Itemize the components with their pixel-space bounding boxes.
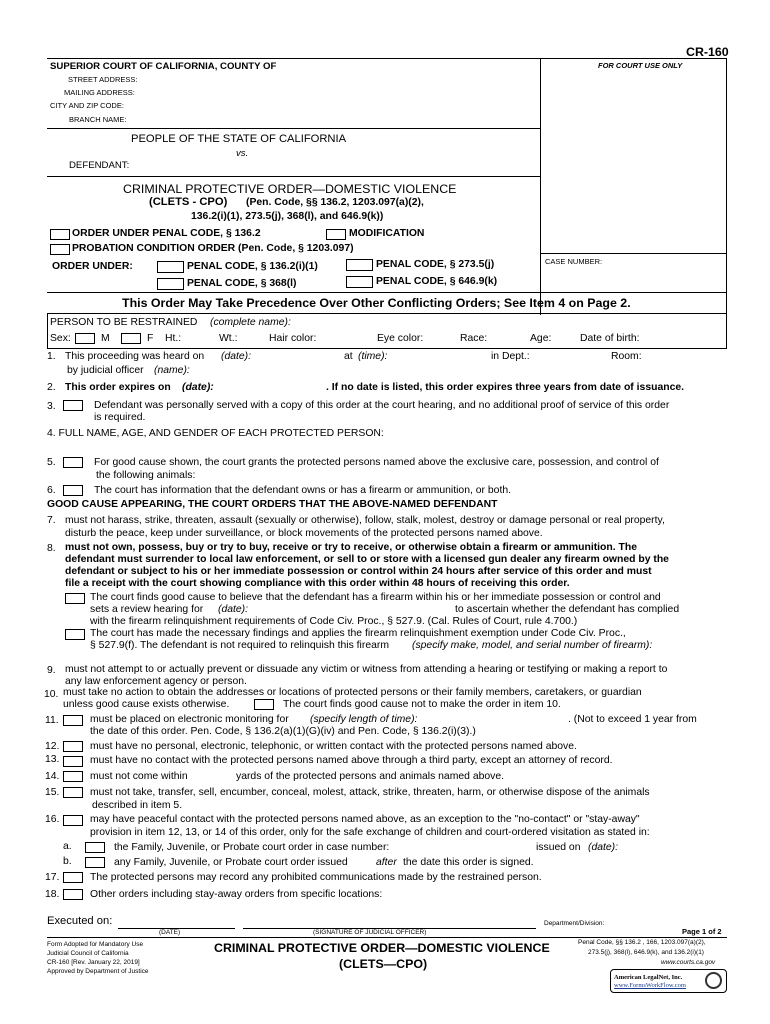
item-1-text: This proceeding was heard on	[65, 351, 205, 362]
item-11-text-3: the date of this order. Pen. Code, § 136.2(a)(1)(G)(iv) and Pen. Code, § 136.2(i)(3).)	[90, 726, 476, 737]
case-number-divider	[540, 253, 726, 254]
item-16-text-2: provision in item 12, 13, or 14 of this order, only for the safe exchange of children and court-ordered visitation as stated in:	[90, 827, 650, 838]
item-10-number: 10.	[44, 689, 59, 700]
form-subtitle: (CLETS - CPO)	[149, 196, 228, 208]
item-5-number: 5.	[47, 457, 56, 468]
footer-approved: Approved by Department of Justice	[47, 968, 149, 975]
footer-website: www.courts.ca.gov	[661, 959, 716, 966]
item-3-text: Defendant was personally served with a copy of this order at the court hearing, and no additional proof of service of this order	[94, 400, 670, 411]
form-subtitle-codes: (Pen. Code, §§ 136.2, 1203.097(a)(2),	[246, 197, 424, 208]
people-caption: PEOPLE OF THE STATE OF CALIFORNIA	[131, 133, 347, 145]
item-11-number: 11.	[45, 715, 59, 726]
form-number: CR-160	[686, 45, 729, 59]
good-cause-heading: GOOD CAUSE APPEARING, THE COURT ORDERS THAT THE ABOVE-NAMED DEFENDANT	[47, 499, 498, 510]
item-8-review-date-hint: (date):	[218, 604, 249, 615]
order-penal-label: ORDER UNDER PENAL CODE, § 136.2	[72, 228, 261, 239]
item-11-text: must be placed on electronic monitoring for	[90, 714, 289, 725]
item-10-text-2: unless good cause exists otherwise.	[63, 699, 230, 710]
item-7-text-2: disturb the peace, keep under surveillance, or block movements of the protected persons named above.	[65, 528, 543, 539]
divider	[47, 128, 540, 129]
item-8-text-4: file a receipt with the court showing compliance with this order within 48 hours of receiving this order.	[65, 578, 570, 589]
sex-m-label: M	[101, 333, 110, 344]
item-18-text: Other orders including stay-away orders from specific locations:	[90, 889, 383, 900]
item-8-number: 8.	[47, 543, 56, 554]
item-11-checkbox[interactable]	[63, 715, 83, 726]
header-top-line	[47, 58, 727, 59]
footer-penal-codes-2: 273.5(j), 368(l), 646.9(k), and 136.2(i)(1)	[588, 949, 704, 956]
item-8-text-3: defendant or subject to his or her immediate possession or control within 24 hours after service of this order and must	[65, 566, 652, 577]
item-17-number: 17.	[45, 872, 60, 883]
item-5-checkbox[interactable]	[63, 457, 83, 468]
date-caption: (DATE)	[159, 929, 181, 936]
item-9-text: must not attempt to or actually prevent or dissuade any victim or witness from attending a hearing or testifying or making a report to	[65, 664, 668, 675]
item-7-number: 7.	[47, 515, 56, 526]
signature-caption: (SIGNATURE OF JUDICIAL OFFICER)	[313, 929, 427, 936]
signature-field[interactable]	[243, 912, 536, 927]
footer-title-2: (CLETS—CPO)	[339, 957, 428, 971]
executed-on-label: Executed on:	[47, 915, 113, 927]
header-right-edge	[726, 58, 727, 315]
item-12-checkbox[interactable]	[63, 741, 83, 752]
item-12-number: 12.	[45, 741, 60, 752]
order-penal-checkbox[interactable]	[50, 229, 70, 240]
restrained-box-right	[726, 313, 727, 349]
pc-1362-checkbox[interactable]	[157, 261, 184, 273]
item-10-text-3: The court finds good cause not to make the order in item 10.	[283, 699, 561, 710]
item-15-number: 15.	[45, 787, 60, 798]
probation-label: PROBATION CONDITION ORDER (Pen. Code, § 1203.097)	[72, 243, 354, 254]
item-16b-text: any Family, Juvenile, or Probate court order issued	[114, 857, 348, 868]
item-13-number: 13.	[45, 754, 60, 765]
pc-2735-checkbox[interactable]	[346, 259, 373, 271]
precedence-notice: This Order May Take Precedence Over Other Conflicting Orders; See Item 4 on Page 2.	[122, 296, 631, 310]
item-13-checkbox[interactable]	[63, 756, 83, 767]
divider	[47, 176, 540, 177]
item-8-exemption-checkbox[interactable]	[65, 629, 85, 640]
expiration-date-field[interactable]	[222, 380, 322, 393]
item-18-checkbox[interactable]	[63, 889, 83, 900]
item-2-date-hint: (date):	[182, 382, 214, 393]
header-bottom-line	[47, 292, 727, 293]
eye-color-label: Eye color:	[377, 333, 424, 344]
item-8-review-text-4: with the firearm relinquishment requirements of Code Civ. Proc., § 527.9. (Cal. Rules of Court, rule 4.700.)	[90, 616, 578, 627]
item-4-text: 4. FULL NAME, AGE, AND GENDER OF EACH PROTECTED PERSON:	[47, 428, 384, 439]
legalnet-url[interactable]: www.FormsWorkFlow.com	[614, 982, 686, 989]
street-address-label: STREET ADDRESS:	[68, 75, 138, 84]
divider	[47, 313, 727, 314]
item-15-text-2: described in item 5.	[92, 800, 183, 811]
item-3-number: 3.	[47, 401, 56, 412]
item-16b-checkbox[interactable]	[85, 857, 105, 868]
page-number: Page 1 of 2	[682, 927, 722, 936]
pc-368-checkbox[interactable]	[157, 278, 184, 290]
item-16-number: 16.	[45, 814, 60, 825]
age-label: Age:	[530, 333, 552, 344]
item-2-number: 2.	[47, 382, 56, 393]
item-14-text-2: yards of the protected persons and animals named above.	[236, 771, 505, 782]
item-8-review-text-2: sets a review hearing for	[90, 604, 204, 615]
court-title: SUPERIOR COURT OF CALIFORNIA, COUNTY OF	[50, 61, 277, 72]
item-12-text: must have no personal, electronic, telephonic, or written contact with the protected persons named above.	[90, 741, 577, 752]
footer-council: Judicial Council of California	[47, 950, 129, 957]
modification-label: MODIFICATION	[349, 228, 425, 239]
footer-penal-codes: Penal Code, §§ 136.2 , 166, 1203.097(a)(2),	[578, 939, 706, 946]
item-14-number: 14.	[45, 771, 60, 782]
city-zip-label: CITY AND ZIP CODE:	[50, 101, 124, 110]
item-1-room: Room:	[611, 351, 642, 362]
item-2-text: This order expires on	[65, 382, 171, 393]
pc-2735-label: PENAL CODE, § 273.5(j)	[376, 259, 495, 270]
item-1-date-hint: (date):	[221, 351, 252, 362]
item-14-text: must not come within	[90, 771, 188, 782]
defendant-label: DEFENDANT:	[69, 160, 130, 171]
footer-divider	[47, 937, 727, 938]
pc-368-label: PENAL CODE, § 368(l)	[187, 278, 297, 289]
pc-1362-label: PENAL CODE, § 136.2(i)(1)	[187, 261, 318, 272]
item-6-number: 6.	[47, 485, 56, 496]
restrained-name-field[interactable]	[305, 316, 720, 330]
item-17-text: The protected persons may record any prohibited communications made by the restrained person.	[90, 872, 542, 883]
for-court-use: FOR COURT USE ONLY	[598, 61, 683, 70]
item-1-officer-hint: (name):	[154, 365, 190, 376]
sex-f-checkbox[interactable]	[121, 333, 141, 344]
protected-persons-field[interactable]	[65, 442, 725, 454]
footer-adopted: Form Adopted for Mandatory Use	[47, 941, 144, 948]
item-3-checkbox[interactable]	[63, 400, 83, 411]
weight-label: Wt.:	[219, 333, 238, 344]
legalnet-name: American LegalNet, Inc.	[614, 974, 683, 981]
item-16b-text-2: the date this order is signed.	[403, 857, 534, 868]
restrained-label: PERSON TO BE RESTRAINED	[50, 317, 198, 328]
sex-f-label: F	[147, 333, 154, 344]
department-label: Department/Division:	[544, 920, 605, 927]
item-1-dept: in Dept.:	[491, 351, 530, 362]
hair-color-label: Hair color:	[269, 333, 317, 344]
item-16a-date-hint: (date):	[588, 842, 619, 853]
execution-date-field[interactable]	[118, 914, 235, 927]
yards-field[interactable]	[196, 769, 234, 781]
item-9-text-2: any law enforcement agency or person.	[65, 676, 247, 687]
item-16a-issued: issued on	[536, 842, 581, 853]
legalnet-logo-icon	[705, 972, 722, 989]
item-16a-label: a.	[63, 841, 72, 852]
branch-name-label: BRANCH NAME:	[69, 115, 127, 124]
item-16-text: may have peaceful contact with the protected persons named above, as an exception to the "no-contact" or "stay-away"	[90, 814, 640, 825]
modification-checkbox[interactable]	[326, 229, 346, 240]
pc-6469-label: PENAL CODE, § 646.9(k)	[376, 276, 498, 287]
dob-label: Date of birth:	[580, 333, 640, 344]
item-1-officer: by judicial officer	[67, 365, 144, 376]
item-16b-label: b.	[63, 856, 72, 867]
form-subtitle-codes-2: 136.2(i)(1), 273.5(j), 368(l), and 646.9(k))	[191, 211, 384, 222]
item-8-review-text-3: to ascertain whether the defendant has complied	[455, 604, 680, 615]
item-16a-text: the Family, Juvenile, or Probate court order in case number:	[114, 842, 390, 853]
sex-m-checkbox[interactable]	[75, 333, 95, 344]
item-8-exemption-text: The court has made the necessary findings and applies the firearm relinquishment exemption under Code Civ. Proc.,	[90, 628, 626, 639]
item-8-exemption-hint: (specify make, model, and serial number of firearm):	[412, 640, 653, 651]
item-6-text: The court has information that the defendant owns or has a firearm or ammunition, or both.	[94, 485, 512, 496]
item-13-text: must have no contact with the protected persons named above through a third party, except an attorney of record.	[90, 755, 613, 766]
item-1-time-hint: (time):	[358, 351, 388, 362]
item-8-review-text: The court finds good cause to believe that the defendant has a firearm within his or her immediate possession or control and	[90, 592, 661, 603]
form-title: CRIMINAL PROTECTIVE ORDER—DOMESTIC VIOLENCE	[123, 182, 457, 196]
height-label: Ht.:	[165, 333, 182, 344]
item-8-exemption-text-2: § 527.9(f). The defendant is not required to relinquish this firearm	[90, 640, 389, 651]
item-1-at: at	[344, 351, 353, 362]
item-10-text: must take no action to obtain the addresses or locations of protected persons or their family members, caretakers, or guardian	[63, 687, 642, 698]
item-17-checkbox[interactable]	[63, 872, 83, 883]
legalnet-badge	[610, 969, 727, 993]
sex-label: Sex:	[50, 333, 71, 344]
restrained-box-left	[47, 313, 48, 349]
item-16b-after: after	[376, 857, 397, 868]
order-under-label: ORDER UNDER:	[52, 261, 133, 272]
item-11-text-2: . (Not to exceed 1 year from	[568, 714, 697, 725]
item-18-number: 18.	[45, 889, 60, 900]
race-label: Race:	[460, 333, 488, 344]
vs-label: vs.	[236, 148, 249, 159]
item-2-text-2: . If no date is listed, this order expires three years from date of issuance.	[326, 382, 685, 393]
item-10-checkbox[interactable]	[254, 699, 274, 710]
item-8-text-2: defendant must surrender to local law enforcement, or sell to or store with a licensed gun dealer any firearm owned by the	[65, 554, 669, 565]
mailing-address-label: MAILING ADDRESS:	[64, 88, 135, 97]
item-16a-checkbox[interactable]	[85, 842, 105, 853]
item-8-review-checkbox[interactable]	[65, 593, 85, 604]
header-divider	[540, 58, 541, 315]
footer-revision: CR-160 [Rev. January 22, 2019]	[47, 959, 140, 966]
footer-title: CRIMINAL PROTECTIVE ORDER—DOMESTIC VIOLENCE	[214, 941, 550, 955]
item-6-checkbox[interactable]	[63, 485, 83, 496]
case-number-label: CASE NUMBER:	[545, 257, 603, 266]
restrained-label-hint: (complete name):	[210, 317, 291, 328]
item-9-number: 9.	[47, 665, 56, 676]
item-16-checkbox[interactable]	[63, 815, 83, 826]
item-15-checkbox[interactable]	[63, 787, 83, 798]
probation-checkbox[interactable]	[50, 244, 70, 255]
item-1-number: 1.	[47, 351, 56, 362]
item-14-checkbox[interactable]	[63, 771, 83, 782]
restrained-box-bottom	[47, 348, 727, 349]
item-5-text: For good cause shown, the court grants the protected persons named above the exclusive care, possession, and control of	[94, 457, 659, 468]
item-3-text-2: is required.	[94, 412, 146, 423]
item-7-text: must not harass, strike, threaten, assault (sexually or otherwise), follow, stalk, molest, destroy or damage personal or real property,	[65, 515, 665, 526]
item-5-text-2: the following animals:	[96, 470, 196, 481]
case-number-field-16a[interactable]	[388, 840, 530, 852]
item-8-text: must not own, possess, buy or try to buy, receive or try to receive, or otherwise obtain a firearm or ammunition. The	[65, 542, 637, 553]
item-15-text: must not take, transfer, sell, encumber, conceal, molest, attack, strike, threaten, harm, or otherwise dispose of the animals	[90, 787, 650, 798]
item-11-length-hint: (specify length of time):	[310, 714, 418, 725]
pc-6469-checkbox[interactable]	[346, 276, 373, 288]
